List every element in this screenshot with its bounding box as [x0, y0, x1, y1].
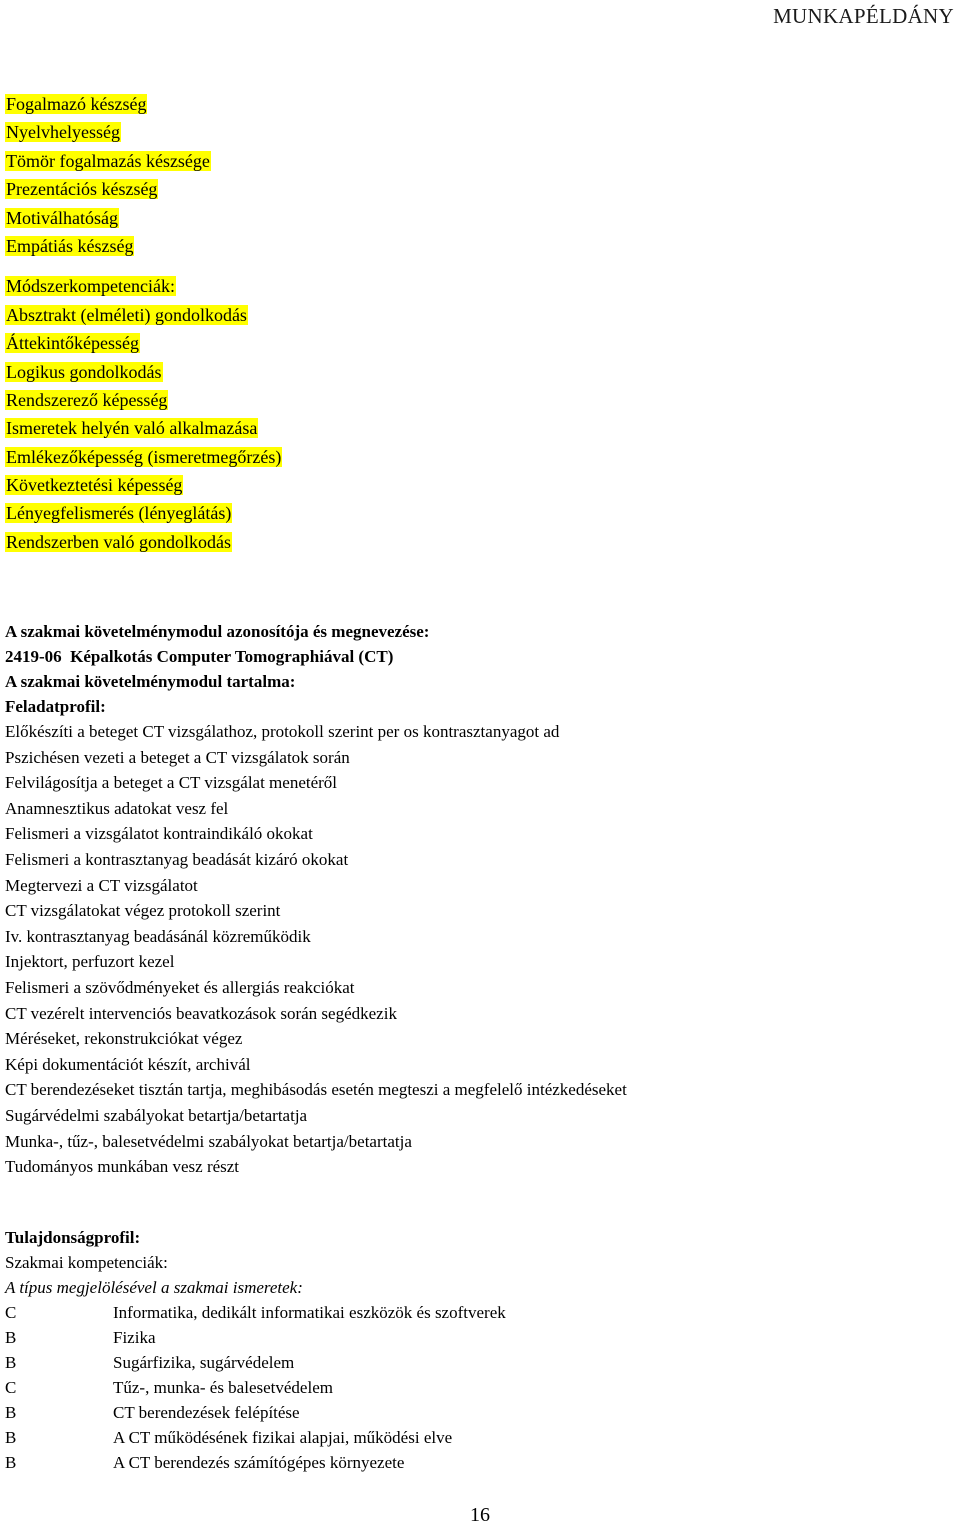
module-section [5, 619, 627, 1180]
highlighted-text: Fogalmazó készség [6, 94, 147, 114]
list-item [5, 471, 282, 499]
skill-name: Fizika [113, 1328, 156, 1347]
task-item: Tudományos munkában vesz részt [5, 1157, 240, 1177]
module-content-heading: A szakmai követelménymodul tartalma: [5, 672, 296, 691]
list-item [5, 499, 282, 527]
task-item: Felismeri a vizsgálatot kontraindikáló okokat [5, 824, 313, 844]
list-item [5, 443, 282, 471]
property-profile-section [5, 1225, 506, 1475]
list-item [5, 358, 282, 386]
skill-name: A CT berendezés számítógépes környezete [113, 1453, 405, 1472]
module-id-name: 2419-06 Képalkotás Computer Tomographiával (CT) [5, 647, 394, 666]
skill-grade: C [5, 1378, 17, 1397]
skill-row [5, 1425, 506, 1450]
task-item: Sugárvédelmi szabályokat betartja/betartatja [5, 1105, 308, 1125]
module-id-heading: A szakmai követelménymodul azonosítója és megnevezése: [5, 622, 430, 641]
task-item: Előkészíti a beteget CT vizsgálathoz, protokoll szerint per os kontrasztanyagot ad [5, 722, 560, 741]
property-profile-heading: Tulajdonságprofil: [5, 1228, 141, 1247]
list-item [5, 204, 282, 232]
list-item [5, 528, 282, 556]
page-number: 16 [470, 1504, 490, 1526]
task-item: Felismeri a kontrasztanyag beadását kizáró okokat [5, 849, 349, 869]
list-item [5, 147, 282, 175]
highlighted-skill-list [5, 90, 282, 556]
list-item [5, 414, 282, 442]
task-item: CT vezérelt intervenciós beavatkozások során segédkezik [5, 1003, 397, 1023]
professional-competencies-label: Szakmai kompetenciák: [5, 1253, 168, 1272]
task-item: Megtervezi a CT vizsgálatot [5, 875, 198, 895]
highlighted-text: Ismeretek helyén való alkalmazása [6, 418, 258, 439]
skill-row [5, 1400, 506, 1425]
type-note: A típus megjelölésével a szakmai ismeretek: [5, 1278, 303, 1297]
skill-grade: B [5, 1428, 17, 1447]
task-list [5, 719, 627, 1180]
skill-grade: B [5, 1403, 17, 1422]
skill-row [5, 1450, 506, 1475]
task-item: Munka-, tűz-, balesetvédelmi szabályokat betartja/betartatja [5, 1131, 412, 1151]
highlighted-text: Következtetési képesség [6, 475, 183, 496]
highlighted-text: Emlékezőképesség (ismeretmegőrzés) [6, 446, 282, 467]
highlighted-text: Absztrakt (elméleti) gondolkodás [6, 304, 247, 325]
list-item [5, 272, 282, 300]
highlighted-text: Áttekintőképesség [6, 333, 139, 354]
highlighted-text: Nyelvhelyesség [6, 122, 120, 143]
skill-name: Sugárfizika, sugárvédelem [113, 1353, 295, 1372]
task-item: Méréseket, rekonstrukciókat végez [5, 1029, 243, 1049]
skill-name: A CT működésének fizikai alapjai, működési elve [113, 1428, 453, 1447]
task-item: Injektort, perfuzort kezel [5, 952, 175, 972]
skill-name: Informatika, dedikált informatikai eszközök és szoftverek [113, 1303, 506, 1322]
task-item: Felismeri a szövődményeket és allergiás reakciókat [5, 977, 355, 997]
task-item: Pszichésen vezeti a beteget a CT vizsgálatok során [5, 747, 350, 767]
list-item [5, 329, 282, 357]
highlighted-text: Tömör fogalmazás készsége [6, 150, 210, 171]
highlighted-text: Rendszerező képesség [6, 389, 168, 410]
task-item: CT vizsgálatokat végez protokoll szerint [5, 901, 281, 921]
task-profile-heading: Feladatprofil: [5, 697, 106, 716]
highlighted-text: Logikus gondolkodás [6, 361, 162, 382]
list-item [5, 175, 282, 203]
skill-row [5, 1350, 506, 1375]
list-item [5, 90, 282, 118]
skill-row [5, 1300, 506, 1325]
highlighted-text: Rendszerben való gondolkodás [6, 531, 231, 552]
task-item: CT berendezéseket tisztán tartja, meghibásodás esetén megteszi a megfelelő intézkedéseket [5, 1080, 627, 1100]
task-item: Képi dokumentációt készít, archivál [5, 1054, 251, 1074]
list-item [5, 118, 282, 146]
skill-grade: C [5, 1303, 17, 1322]
task-item: Anamnesztikus adatokat vesz fel [5, 798, 229, 818]
skill-grade: B [5, 1353, 17, 1372]
skill-name: Tűz-, munka- és balesetvédelem [113, 1378, 333, 1397]
task-item: Felvilágosítja a beteget a CT vizsgálat menetéről [5, 773, 338, 793]
highlighted-text: Módszerkompetenciák: [6, 276, 175, 297]
list-item [5, 301, 282, 329]
skill-grade: B [5, 1328, 17, 1347]
list-item [5, 386, 282, 414]
task-item: Iv. kontrasztanyag beadásánál közreműködik [5, 926, 311, 946]
highlighted-text: Empátiás készség [6, 235, 134, 256]
skill-table [5, 1300, 506, 1475]
list-item [5, 232, 282, 260]
skill-row [5, 1375, 506, 1400]
skill-name: CT berendezések felépítése [113, 1403, 300, 1422]
highlighted-text: Prezentációs készség [6, 179, 158, 200]
watermark-label: MUNKAPÉLDÁNY [773, 4, 954, 28]
skill-row [5, 1325, 506, 1350]
skill-grade: B [5, 1453, 17, 1472]
highlighted-text: Motiválhatóság [6, 207, 118, 228]
highlighted-text: Lényegfelismerés (lényeglátás) [6, 503, 232, 524]
